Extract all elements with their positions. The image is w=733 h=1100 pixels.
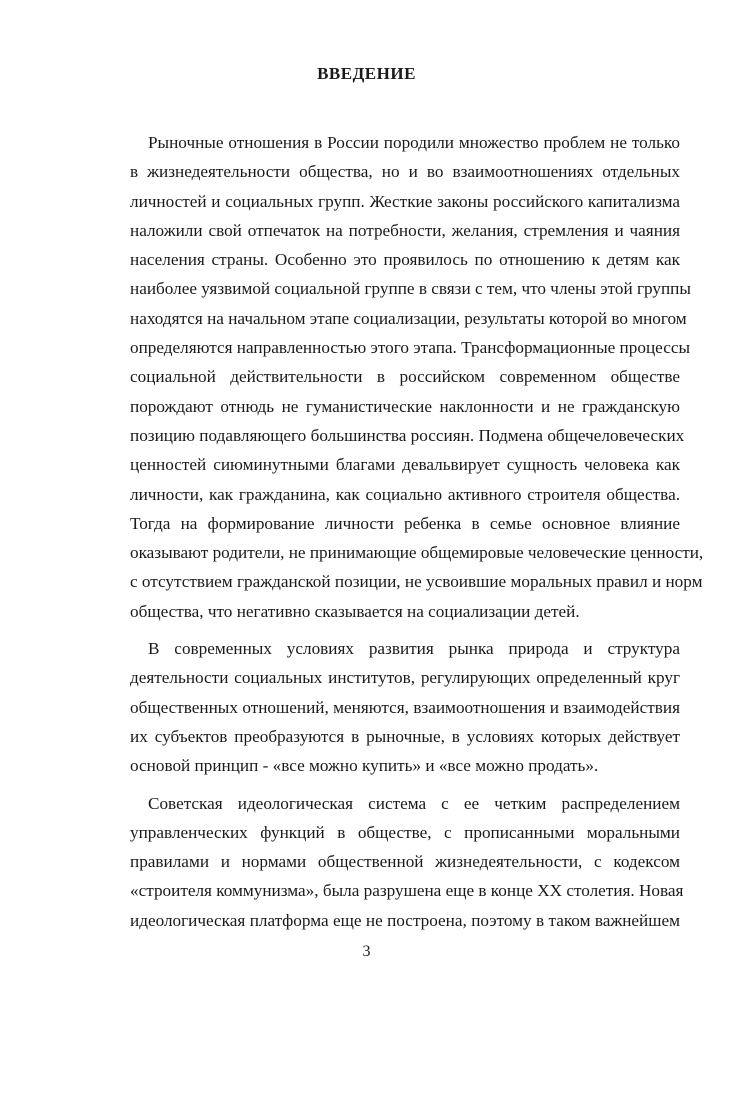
text-line: оказывают родители, не принимающие общемировые человеческие ценности,	[130, 543, 704, 563]
text-line: В современных условиях развития рынка природа и структура	[148, 639, 680, 659]
text-line: личности, как гражданина, как социально активного строителя общества.	[130, 484, 680, 504]
paragraph-2	[130, 634, 680, 780]
paragraph-1	[130, 128, 704, 626]
text-line: идеологическая платформа еще не построена, поэтому в таком важнейшем	[130, 910, 680, 930]
text-line: правилами и нормами общественной жизнедеятельности, с кодексом	[130, 852, 680, 872]
text-line: находятся на начальном этапе социализации, результаты которой во многом	[130, 308, 687, 328]
text-line: определяются направленностью этого этапа. Трансформационные процессы	[130, 338, 691, 358]
body-text	[130, 128, 704, 943]
text-line: «строителя коммунизма», была разрушена еще в конце XX столетия. Новая	[130, 881, 684, 901]
text-line: управленческих функций в обществе, с прописанными моральными	[130, 822, 680, 842]
paragraph-3	[130, 789, 684, 935]
text-line: позицию подавляющего большинства россиян. Подмена общечеловеческих	[130, 425, 685, 445]
text-line: деятельности социальных институтов, регулирующих определенный круг	[130, 668, 680, 688]
text-line: Советская идеологическая система с ее четким распределением	[148, 793, 680, 813]
text-line: общественных отношений, меняются, взаимоотношения и взаимодействия	[130, 697, 680, 717]
text-line: основой принцип - «все можно купить» и «все можно продать».	[130, 756, 599, 776]
text-line: в жизнедеятельности общества, но и во взаимоотношениях отдельных	[130, 162, 680, 182]
text-line: наиболее уязвимой социальной группе в связи с тем, что члены этой группы	[130, 279, 691, 299]
text-line: их субъектов преобразуются в рыночные, в условиях которых действует	[130, 726, 680, 746]
text-line: общества, что негативно сказывается на социализации детей.	[130, 601, 580, 621]
page-heading: ВВЕДЕНИЕ	[317, 64, 416, 83]
text-line: порождают отнюдь не гуманистические наклонности и не гражданскую	[130, 396, 680, 416]
text-line: населения страны. Особенно это проявилось по отношению к детям как	[130, 250, 680, 270]
page-number: 3	[362, 943, 371, 960]
text-line: ценностей сиюминутными благами девальвирует сущность человека как	[130, 455, 680, 475]
text-line: с отсутствием гражданской позиции, не усвоившие моральных правил и норм	[130, 572, 703, 592]
text-line: социальной действительности в российском современном обществе	[130, 367, 680, 387]
text-line: наложили свой отпечаток на потребности, желания, стремления и чаяния	[130, 220, 680, 240]
text-line: Рыночные отношения в России породили множество проблем не только	[148, 133, 680, 152]
text-line: Тогда на формирование личности ребенка в семье основное влияние	[130, 513, 680, 533]
text-line: личностей и социальных групп. Жесткие законы российского капитализма	[130, 191, 680, 211]
